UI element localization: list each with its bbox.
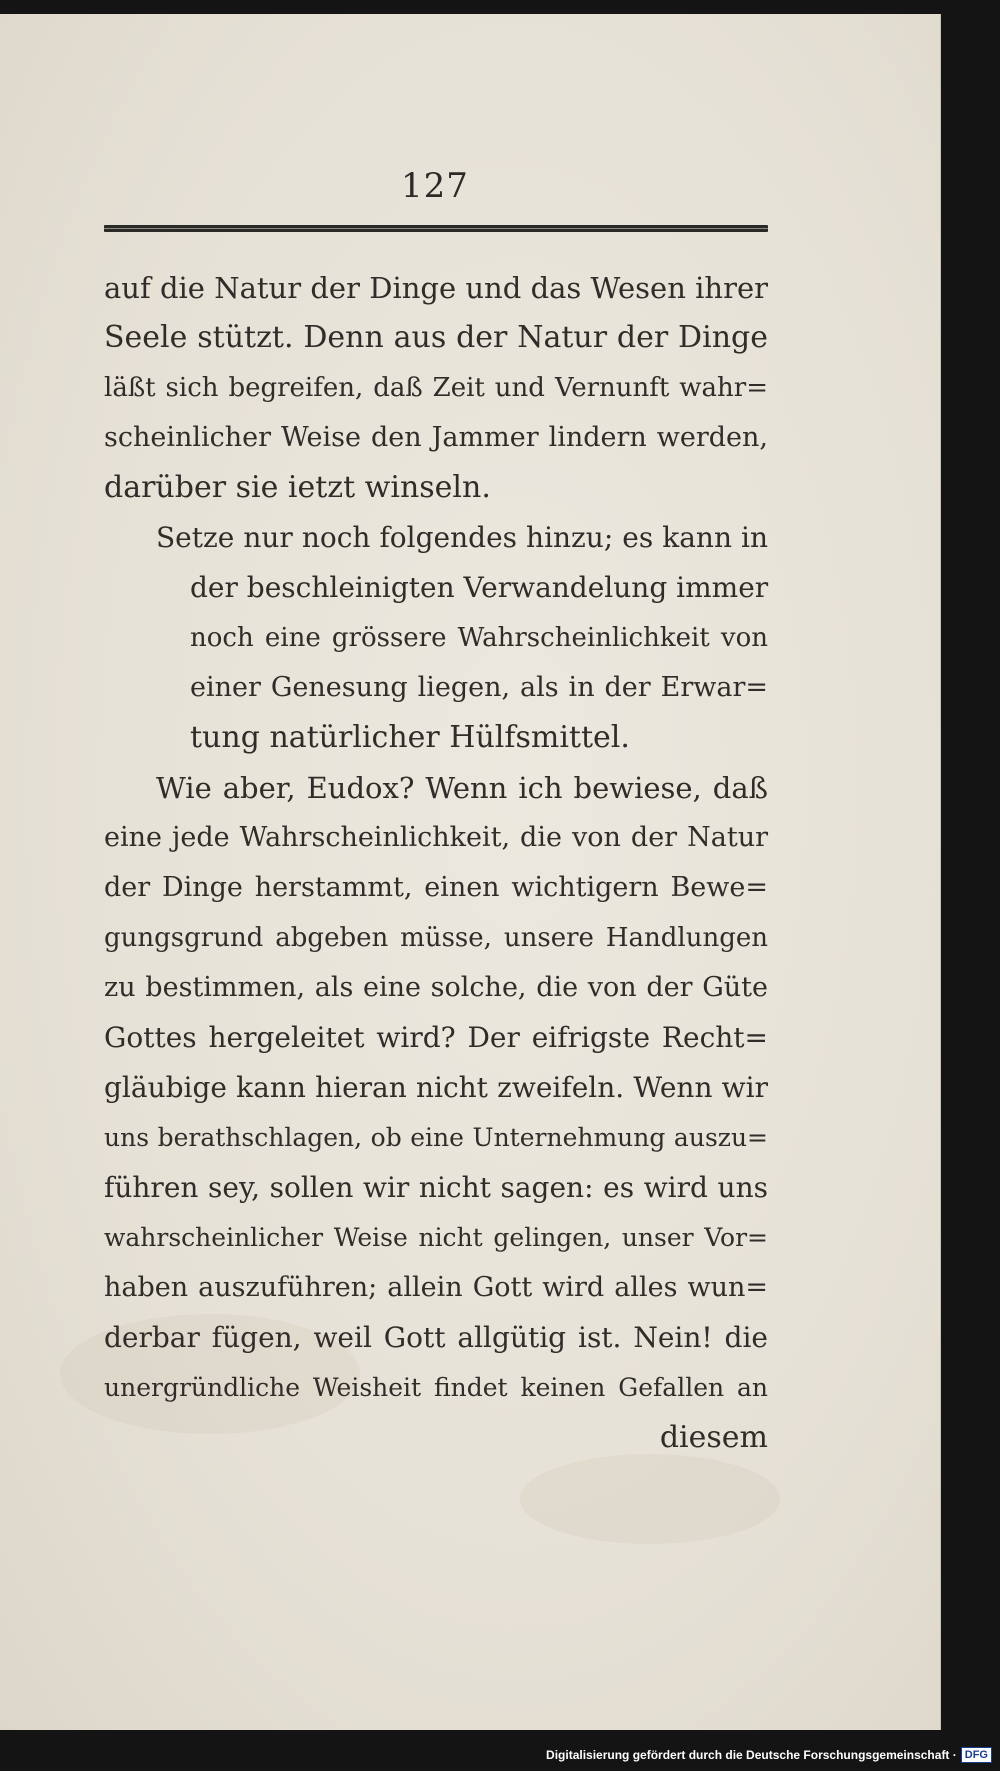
text-line: uns berathschlagen, ob eine Unternehmung auszu= (104, 1123, 768, 1152)
text-line: unergründliche Weisheit findet keinen Gefallen an (104, 1373, 768, 1402)
text-line: noch eine grössere Wahrscheinlichkeit von (190, 623, 768, 653)
funding-notice (546, 1747, 992, 1763)
text-line: darüber sie ietzt winseln. (104, 470, 491, 505)
text-line: tung natürlicher Hülfsmittel. (190, 720, 630, 755)
text-line: gungsgrund abgeben müsse, unsere Handlungen (104, 923, 768, 953)
text-line: derbar fügen, weil Gott allgütig ist. Nein! die (104, 1321, 768, 1354)
text-line: zu bestimmen, als eine solche, die von der Güte (104, 972, 768, 1003)
catchword: diesem (659, 1420, 768, 1455)
text-line: Setze nur noch folgendes hinzu; es kann in (156, 521, 768, 554)
text-line: haben auszuführen; allein Gott wird alles wun= (104, 1272, 768, 1303)
text-line: läßt sich begreifen, daß Zeit und Vernunft wahr= (104, 373, 768, 403)
dfg-logo: DFG (961, 1747, 992, 1763)
page-number: 127 (401, 166, 469, 206)
text-line: der Dinge herstammt, einen wichtigern Bewe= (104, 872, 768, 903)
text-line: eine jede Wahrscheinlichkeit, die von der Natur (104, 822, 768, 853)
text-line: Gottes hergeleitet wird? Der eifrigste Recht= (104, 1021, 768, 1054)
paper-stain (520, 1454, 780, 1544)
header-rule (104, 225, 768, 232)
scan-footer-bar (0, 1730, 1000, 1771)
text-line: wahrscheinlicher Weise nicht gelingen, unser Vor= (104, 1223, 768, 1252)
funding-text: Digitalisierung gefördert durch die Deutsche Forschungsgemeinschaft · (546, 1748, 957, 1762)
book-page (0, 14, 941, 1730)
text-line: Seele stützt. Denn aus der Natur der Dinge (104, 320, 768, 355)
text-line: Wie aber, Eudox? Wenn ich bewiese, daß (156, 771, 768, 805)
text-line: einer Genesung liegen, als in der Erwar= (190, 672, 768, 703)
text-line: gläubige kann hieran nicht zweifeln. Wenn wir (104, 1071, 768, 1104)
text-line: der beschleinigten Verwandelung immer (190, 571, 769, 604)
text-line: auf die Natur der Dinge und das Wesen ihrer (104, 271, 768, 305)
text-line: scheinlicher Weise den Jammer lindern werden, (104, 422, 768, 453)
text-line: führen sey, sollen wir nicht sagen: es wird uns (104, 1171, 768, 1204)
